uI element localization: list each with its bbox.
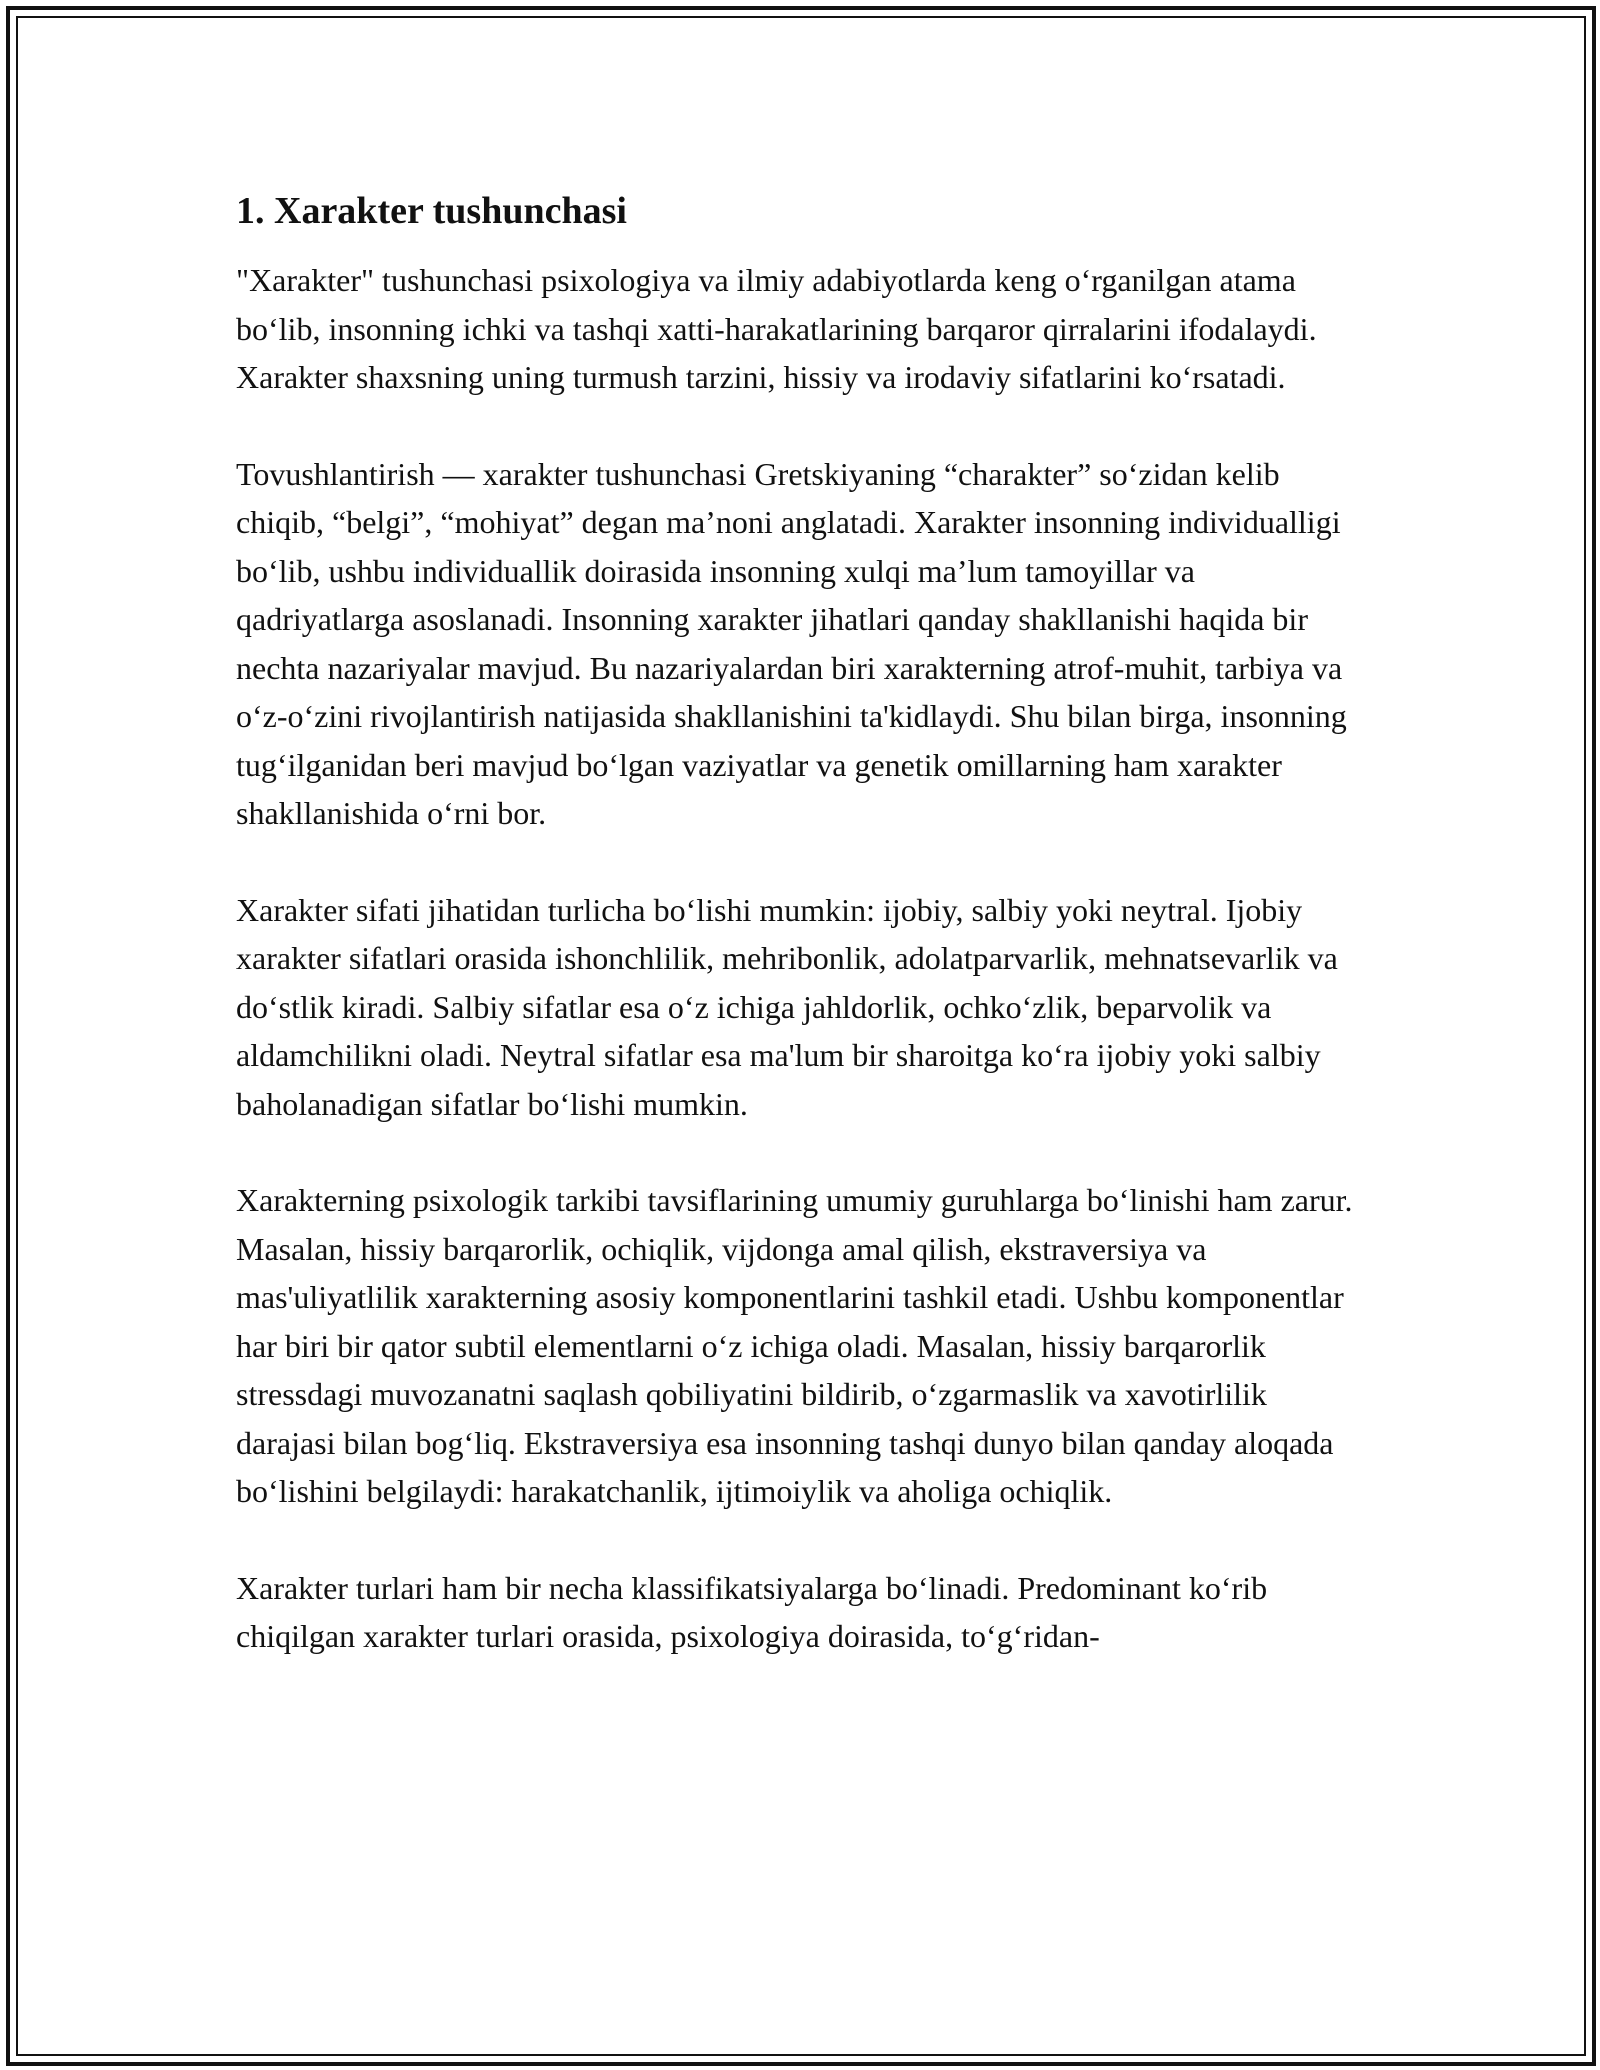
- paragraph-structure: Xarakterning psixologik tarkibi tavsiflarining umumiy guruhlarga boʻlinishi ham zarur. Masalan, hissiy barqarorlik, ochiqlik, vijdonga amal qilish, ekstraversiya va mas'uliyatlilik xarakterning asosiy komponentlarini tashkil etadi. Ushbu komponentlar har biri bir qator subtil elementlarni oʻz ichiga oladi. Masalan, hissiy barqarorlik stressdagi muvozanatni saqlash qobiliyatini bildirib, oʻzgarmaslik va xavotirlilik darajasi bilan bogʻliq. Ekstraversiya esa insonning tashqi dunyo bilan qanday aloqada boʻlishini belgilaydi: harakatchanlik, ijtimoiylik va aholiga ochiqlik.: [236, 1182, 1353, 1509]
- section-heading: 1. Xarakter tushunchasi: [236, 190, 627, 232]
- paragraph-definition: "Xarakter" tushunchasi psixologiya va ilmiy adabiyotlarda keng oʻrganilgan atama boʻlib, insonning ichki va tashqi xatti-harakatlarining barqaror qirralarini ifodalaydi. Xarakter shaxsning uning turmush tarzini, hissiy va irodaviy sifatlarini koʻrsatadi.: [236, 262, 1317, 395]
- paragraph-etymology: Tovushlantirish — xarakter tushunchasi Gretskiyaning “charakter” soʻzidan kelib chiqib, “belgi”, “mohiyat” degan maʼnoni anglatadi. Xarakter insonning individualligi boʻlib, ushbu individuallik doirasida insonning xulqi maʼlum tamoyillar va qadriyatlarga asoslanadi. Insonning xarakter jihatlari qanday shakllanishi haqida bir nechta nazariyalar mavjud. Bu nazariyalardan biri xarakterning atrof-muhit, tarbiya va oʻz-oʻzini rivojlantirish natijasida shakllanishini ta'kidlaydi. Shu bilan birga, insonning tugʻilganidan beri mavjud boʻlgan vaziyatlar va genetik omillarning ham xarakter shakllanishida oʻrni bor.: [236, 455, 1347, 831]
- document-body: [236, 186, 1366, 1709]
- paragraph-qualities: Xarakter sifati jihatidan turlicha boʻlishi mumkin: ijobiy, salbiy yoki neytral. Ijobiy xarakter sifatlari orasida ishonchlilik, mehribonlik, adolatparvarlik, mehnatsevarlik va doʻstlik kiradi. Salbiy sifatlar esa oʻz ichiga jahldorlik, ochkoʻzlik, beparvolik va aldamchilikni oladi. Neytral sifatlar esa ma'lum bir sharoitga koʻra ijobiy yoki salbiy baholanadigan sifatlar boʻlishi mumkin.: [236, 891, 1338, 1122]
- paragraph-types: Xarakter turlari ham bir necha klassifikatsiyalarga boʻlinadi. Predominant koʻrib chiqilgan xarakter turlari orasida, psixologiya doirasida, toʻgʻridan-: [236, 1569, 1268, 1654]
